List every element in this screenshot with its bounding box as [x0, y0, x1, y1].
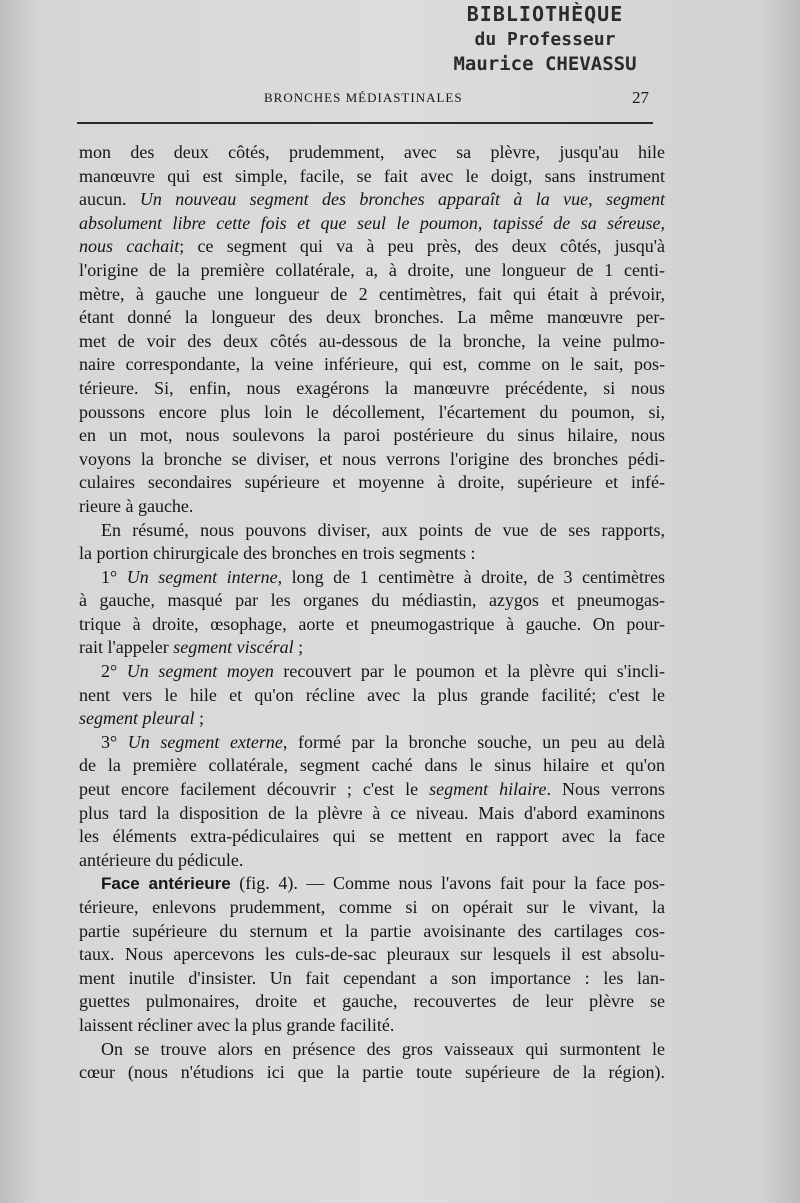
- text-line: En résumé, nous pouvons diviser, aux points de vue de ses rapports,: [101, 519, 665, 540]
- stamp-line-3: Maurice CHEVASSU: [453, 53, 637, 75]
- text-line: térieure. Si, enfin, nous exagérons la manœuvre précédente, si nous: [79, 377, 665, 398]
- text-line: l'origine de la première collatérale, a, à droite, une longueur de 1 centi-: [79, 259, 665, 280]
- text-line: laissent récliner avec la plus grande facilité.: [79, 1014, 395, 1035]
- stamp-line-1: BIBLIOTHÈQUE: [466, 2, 624, 26]
- text-line: guettes pulmonaires, droite et gauche, recouvertes de leur plèvre se: [79, 991, 665, 1012]
- text-line: cœur (nous n'étudions ici que la partie toute supérieure de la région).: [79, 1062, 665, 1083]
- running-head: [0, 90, 800, 110]
- text-line: segment pleural ;: [79, 708, 204, 729]
- text-line: On se trouve alors en présence des gros vaisseaux qui surmontent le: [101, 1038, 665, 1059]
- text-line: Face antérieure (fig. 4). — Comme nous l'avons fait pour la face pos-: [101, 873, 665, 894]
- text-line: plus tard la disposition de la plèvre à ce niveau. Mais d'abord examinons: [79, 802, 665, 823]
- text-line: 2° Un segment moyen recouvert par le poumon et la plèvre qui s'incli-: [101, 661, 665, 682]
- text-line: voyons la bronche se diviser, et nous verrons l'origine des bronches pédi-: [79, 448, 665, 469]
- text-line: taux. Nous apercevons les culs-de-sac pleuraux sur lesquels il est absolu-: [79, 944, 665, 965]
- header-rule: [77, 122, 653, 124]
- text-line: térieure, enlevons prudemment, comme si on opérait sur le vivant, la: [79, 897, 665, 917]
- text-line: rait l'appeler segment viscéral ;: [79, 637, 304, 658]
- text-line: trique à droite, œsophage, aorte et pneumogastrique à gauche. On pour-: [79, 613, 665, 634]
- text-line: manœuvre qui est simple, facile, se fait avec le doigt, sans instrument: [79, 165, 665, 186]
- running-title: BRONCHES MÉDIASTINALES: [264, 90, 463, 105]
- text-line: aucun. Un nouveau segment des bronches apparaît à la vue, segment: [79, 189, 666, 210]
- text-line: poussons encore plus loin le décollement, l'écartement du poumon, si,: [79, 401, 665, 422]
- text-line: nous cachait; ce segment qui va à peu près, des deux côtés, jusqu'à: [79, 236, 665, 257]
- text-line: nent vers le hile et qu'on récline avec la plus grande facilité; c'est le: [79, 684, 665, 705]
- text-line: mètre, à gauche une longueur de 2 centimètres, fait qui était à prévoir,: [79, 283, 665, 304]
- text-line: met de voir des deux côtés au-dessous de la bronche, la veine pulmo-: [79, 330, 665, 351]
- text-line: les éléments extra-pédiculaires qui se mettent en rapport avec la face: [79, 826, 665, 847]
- text-line: peut encore facilement découvrir ; c'est le segment hilaire. Nous verrons: [79, 779, 666, 800]
- section-heading: Face antérieure: [101, 874, 231, 894]
- body-text: [79, 141, 665, 1085]
- text-line: naire correspondante, la veine inférieure, qui est, comme on le sait, pos-: [79, 354, 665, 375]
- library-stamp: [440, 2, 650, 77]
- text-line: culaires secondaires supérieure et moyenne à droite, supérieure et infé-: [79, 472, 665, 493]
- text-line: ment inutile d'insister. Un fait cependant a son importance : les lan-: [79, 967, 665, 988]
- text-line: absolument libre cette fois et que seul le poumon, tapissé de sa séreuse,: [79, 212, 665, 233]
- text-line: 1° Un segment interne, long de 1 centimètre à droite, de 3 centimètres: [101, 566, 666, 587]
- text-line: partie supérieure du sternum et la partie avoisinante des cartilages cos-: [79, 920, 665, 941]
- text-line: étant donné la longueur des deux bronches. La même manœuvre per-: [79, 307, 665, 328]
- text-line: la portion chirurgicale des bronches en trois segments :: [79, 543, 476, 564]
- text-line: de la première collatérale, segment caché dans le sinus hilaire et qu'on: [79, 755, 665, 776]
- text-line: en un mot, nous soulevons la paroi postérieure du sinus hilaire, nous: [79, 425, 665, 446]
- text-line: rieure à gauche.: [79, 495, 194, 516]
- page-number: 27: [632, 88, 649, 107]
- text-line: 3° Un segment externe, formé par la bronche souche, un peu au delà: [101, 731, 665, 752]
- text-line: mon des deux côtés, prudemment, avec sa plèvre, jusqu'au hile: [79, 142, 665, 162]
- text-line: à gauche, masqué par les organes du médiastin, azygos et pneumogas-: [79, 590, 665, 611]
- stamp-line-2: du Professeur: [474, 29, 616, 50]
- text-line: antérieure du pédicule.: [79, 849, 244, 870]
